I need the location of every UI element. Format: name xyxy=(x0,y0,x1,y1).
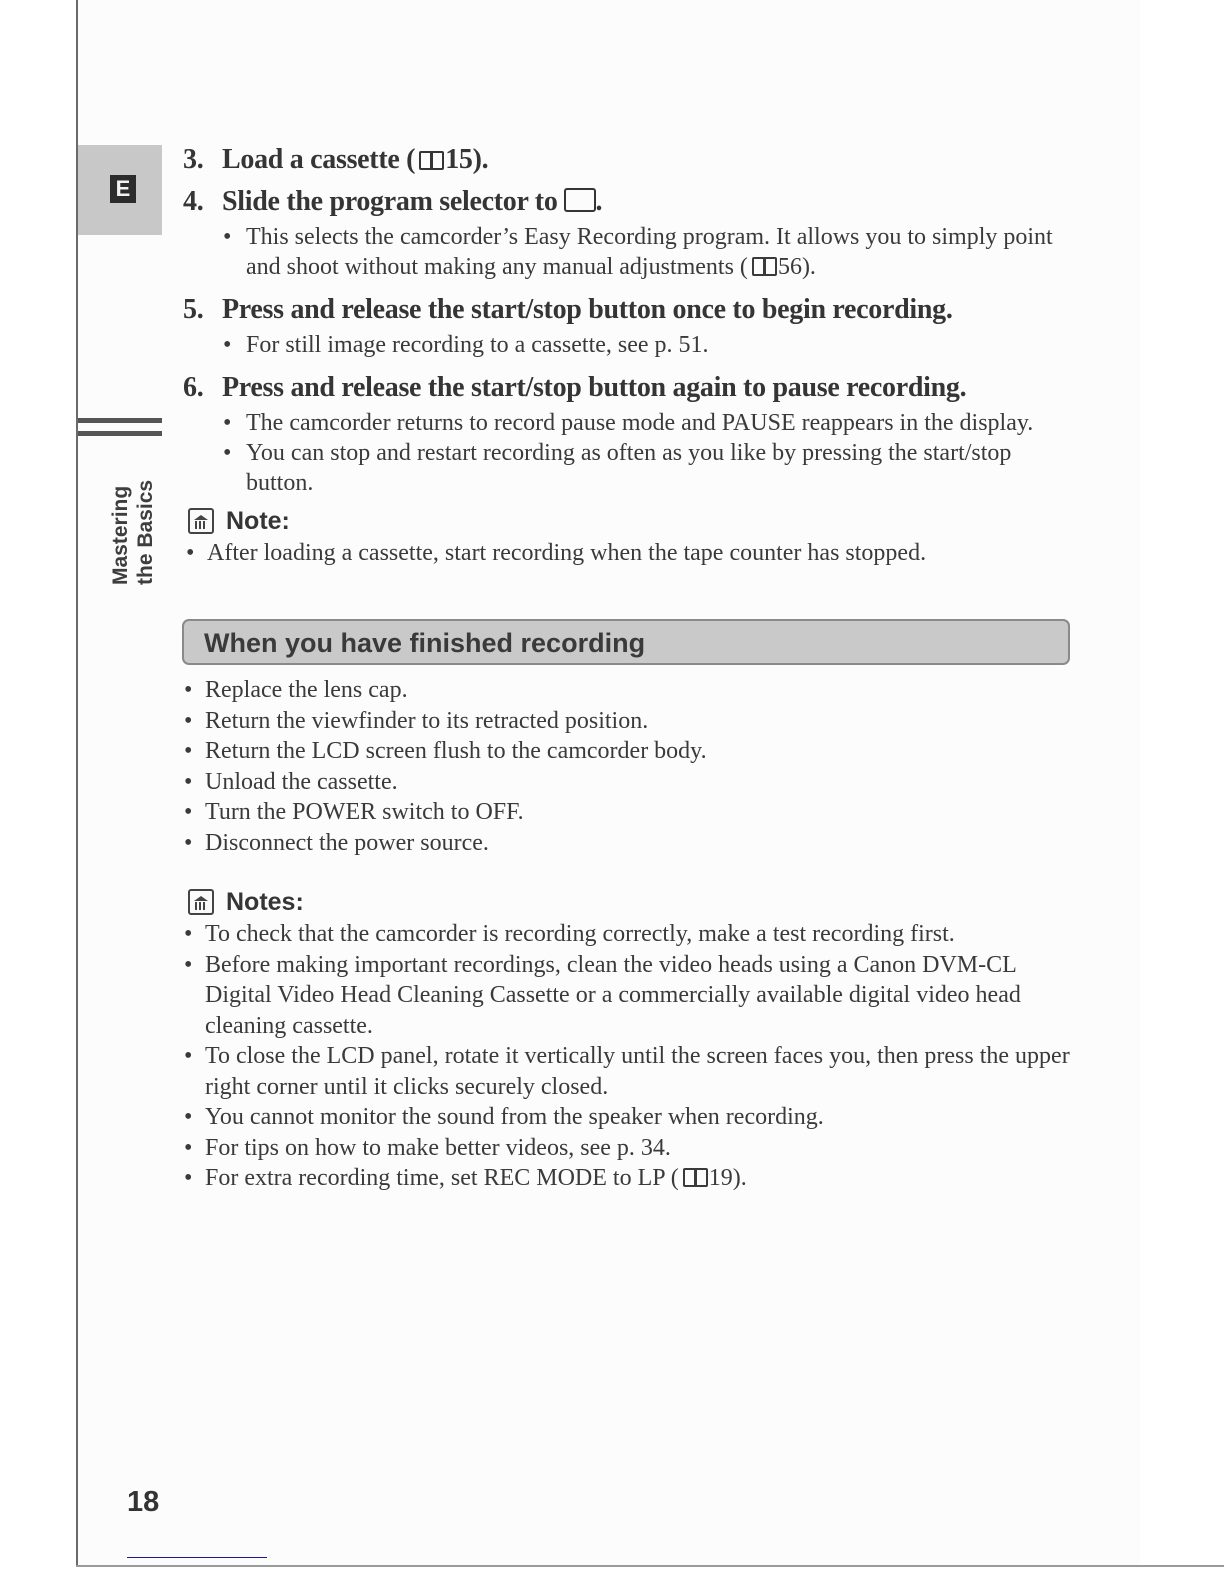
page-reference: 15 xyxy=(445,144,473,175)
finished-item: • Unload the cassette. xyxy=(183,767,1083,798)
step-title-text: Press and release the start/stop button again to pause recording. xyxy=(222,372,967,403)
step-5 xyxy=(183,290,1083,360)
step-title xyxy=(183,140,1083,180)
notes-item: • Before making important recordings, clean the video heads using a Canon DVM-CL Digital Video Head Cleaning Cassette or a commercially available digital video head cleaning cassette. xyxy=(183,950,1083,1042)
language-tab-label: E xyxy=(110,175,136,203)
note-heading: Note: xyxy=(188,504,1083,538)
notes-item: • For tips on how to make better videos, see p. 34. xyxy=(183,1133,1083,1164)
section-marker-bars xyxy=(78,418,162,444)
main-content xyxy=(183,140,1083,569)
step-number: 6. xyxy=(183,372,204,403)
bottom-page-rule xyxy=(76,1565,1224,1567)
step-bullets xyxy=(183,408,1083,498)
book-icon xyxy=(752,257,776,275)
notes-list xyxy=(183,919,1083,1194)
section-label-line2: the Basics xyxy=(134,479,157,585)
section-bar xyxy=(78,431,162,436)
step-number: 3. xyxy=(183,144,204,175)
section-label-line1: Mastering xyxy=(109,485,132,585)
notes-heading: Notes: xyxy=(188,885,1083,919)
finished-section xyxy=(183,675,1083,1194)
bullet-item: • This selects the camcorder’s Easy Recording program. It allows you to simply point and shoot without making any manual adjustments ( 56). xyxy=(221,222,1083,282)
section-tab-label xyxy=(108,480,158,585)
easy-recording-rectangle-icon xyxy=(564,188,596,212)
memo-icon xyxy=(188,889,214,915)
notes-item: • For extra recording time, set REC MODE to LP ( 19). xyxy=(183,1163,1083,1194)
step-title xyxy=(183,368,1083,408)
step-title-text: Press and release the start/stop button once to begin recording. xyxy=(222,294,953,325)
step-number: 5. xyxy=(183,294,204,325)
book-icon xyxy=(683,1168,707,1186)
step-title xyxy=(183,290,1083,330)
notes-item: • To check that the camcorder is recording correctly, make a test recording first. xyxy=(183,919,1083,950)
section-bar xyxy=(78,418,162,423)
step-4 xyxy=(183,182,1083,282)
finished-item: • Replace the lens cap. xyxy=(183,675,1083,706)
finished-item: • Return the viewfinder to its retracted position. xyxy=(183,706,1083,737)
page-reference: 19 xyxy=(708,1165,733,1191)
book-icon xyxy=(419,151,443,169)
note-list xyxy=(185,538,1083,569)
memo-icon xyxy=(188,508,214,534)
notes-item: • You cannot monitor the sound from the speaker when recording. xyxy=(183,1102,1083,1133)
step-bullets xyxy=(183,222,1083,282)
bullet-item: • The camcorder returns to record pause mode and PAUSE reappears in the display. xyxy=(221,408,1083,438)
step-3 xyxy=(183,140,1083,180)
language-tab xyxy=(78,145,162,235)
section-banner: When you have finished recording xyxy=(182,619,1070,665)
bullet-item: • For still image recording to a cassette, see p. 51. xyxy=(221,330,1083,360)
step-title xyxy=(183,182,1083,222)
step-title-text: Load a cassette ( 15). xyxy=(222,144,489,175)
step-title-text: Slide the program selector to . xyxy=(222,186,603,217)
note-item: • After loading a cassette, start recording when the tape counter has stopped. xyxy=(185,538,1083,569)
notes-item: • To close the LCD panel, rotate it vertically until the screen faces you, then press the upper right corner until it clicks securely closed. xyxy=(183,1041,1083,1102)
page-reference: 56 xyxy=(777,254,802,280)
page-number: 18 xyxy=(127,1486,160,1518)
finished-item: • Disconnect the power source. xyxy=(183,828,1083,859)
step-number: 4. xyxy=(183,186,204,217)
step-bullets xyxy=(183,330,1083,360)
bullet-item: • You can stop and restart recording as often as you like by pressing the start/stop button. xyxy=(221,438,1083,498)
footer-link-underline xyxy=(127,1557,267,1558)
finished-list xyxy=(183,675,1083,858)
step-6 xyxy=(183,368,1083,498)
finished-item: • Turn the POWER switch to OFF. xyxy=(183,797,1083,828)
finished-item: • Return the LCD screen flush to the camcorder body. xyxy=(183,736,1083,767)
